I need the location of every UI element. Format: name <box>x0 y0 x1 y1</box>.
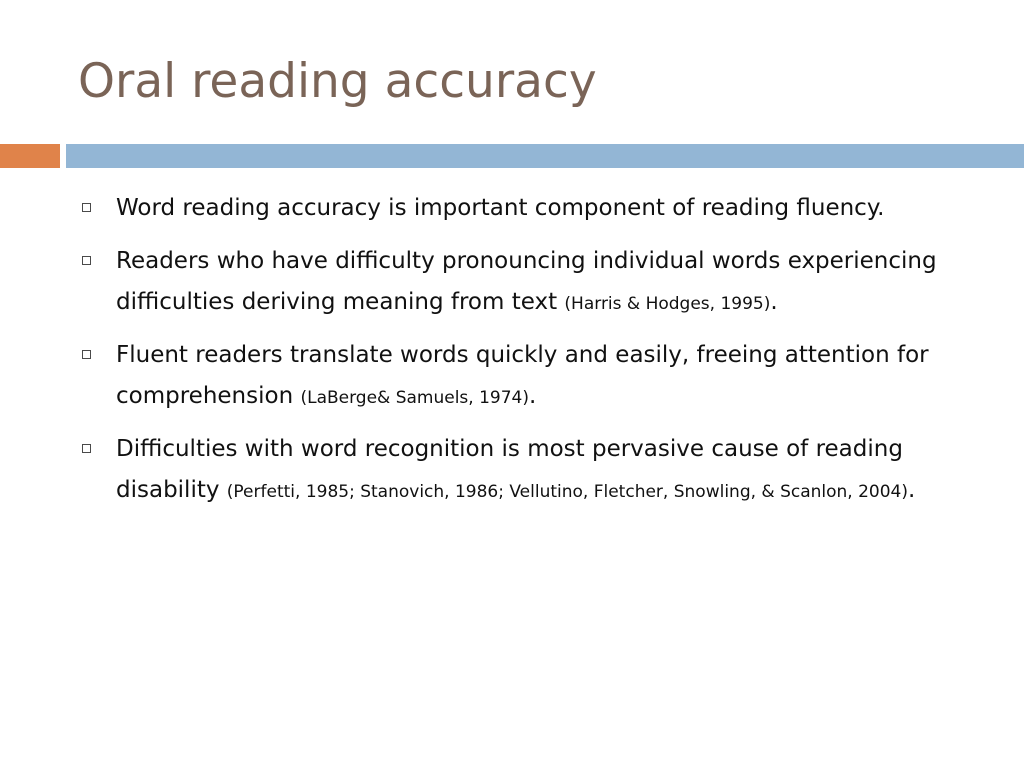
square-bullet-icon <box>82 203 91 212</box>
bullet-text: Word reading accuracy is important component of reading fluency. <box>116 195 885 221</box>
bullet-item-1 <box>82 188 942 231</box>
square-bullet-icon <box>82 444 91 453</box>
square-bullet-icon <box>82 350 91 359</box>
square-bullet-icon <box>82 256 91 265</box>
bullet-item-2 <box>82 241 942 325</box>
bullet-citation: (Perfetti, 1985; Stanovich, 1986; Vellutino, Fletcher, Snowling, & Scanlon, 2004) <box>226 482 909 502</box>
accent-bar <box>0 144 60 168</box>
bullet-text: Difficulties with word recognition is most pervasive cause of reading disability <box>116 436 903 503</box>
bullet-end: . <box>908 477 916 503</box>
bullet-item-4 <box>82 429 942 513</box>
bullet-text: Readers who have difficulty pronouncing individual words experiencing difficulties deriving meaning from text <box>116 248 937 315</box>
bullet-item-3 <box>82 335 942 419</box>
bullet-end: . <box>529 383 537 409</box>
bullet-citation: (LaBerge& Samuels, 1974) <box>300 388 529 408</box>
bullet-end: . <box>770 289 778 315</box>
bullet-text: Fluent readers translate words quickly and easily, freeing attention for comprehension <box>116 342 929 409</box>
bullet-list <box>82 188 942 523</box>
slide-title: Oral reading accuracy <box>78 54 597 109</box>
title-divider-bar <box>66 144 1024 168</box>
bullet-citation: (Harris & Hodges, 1995) <box>564 294 771 314</box>
